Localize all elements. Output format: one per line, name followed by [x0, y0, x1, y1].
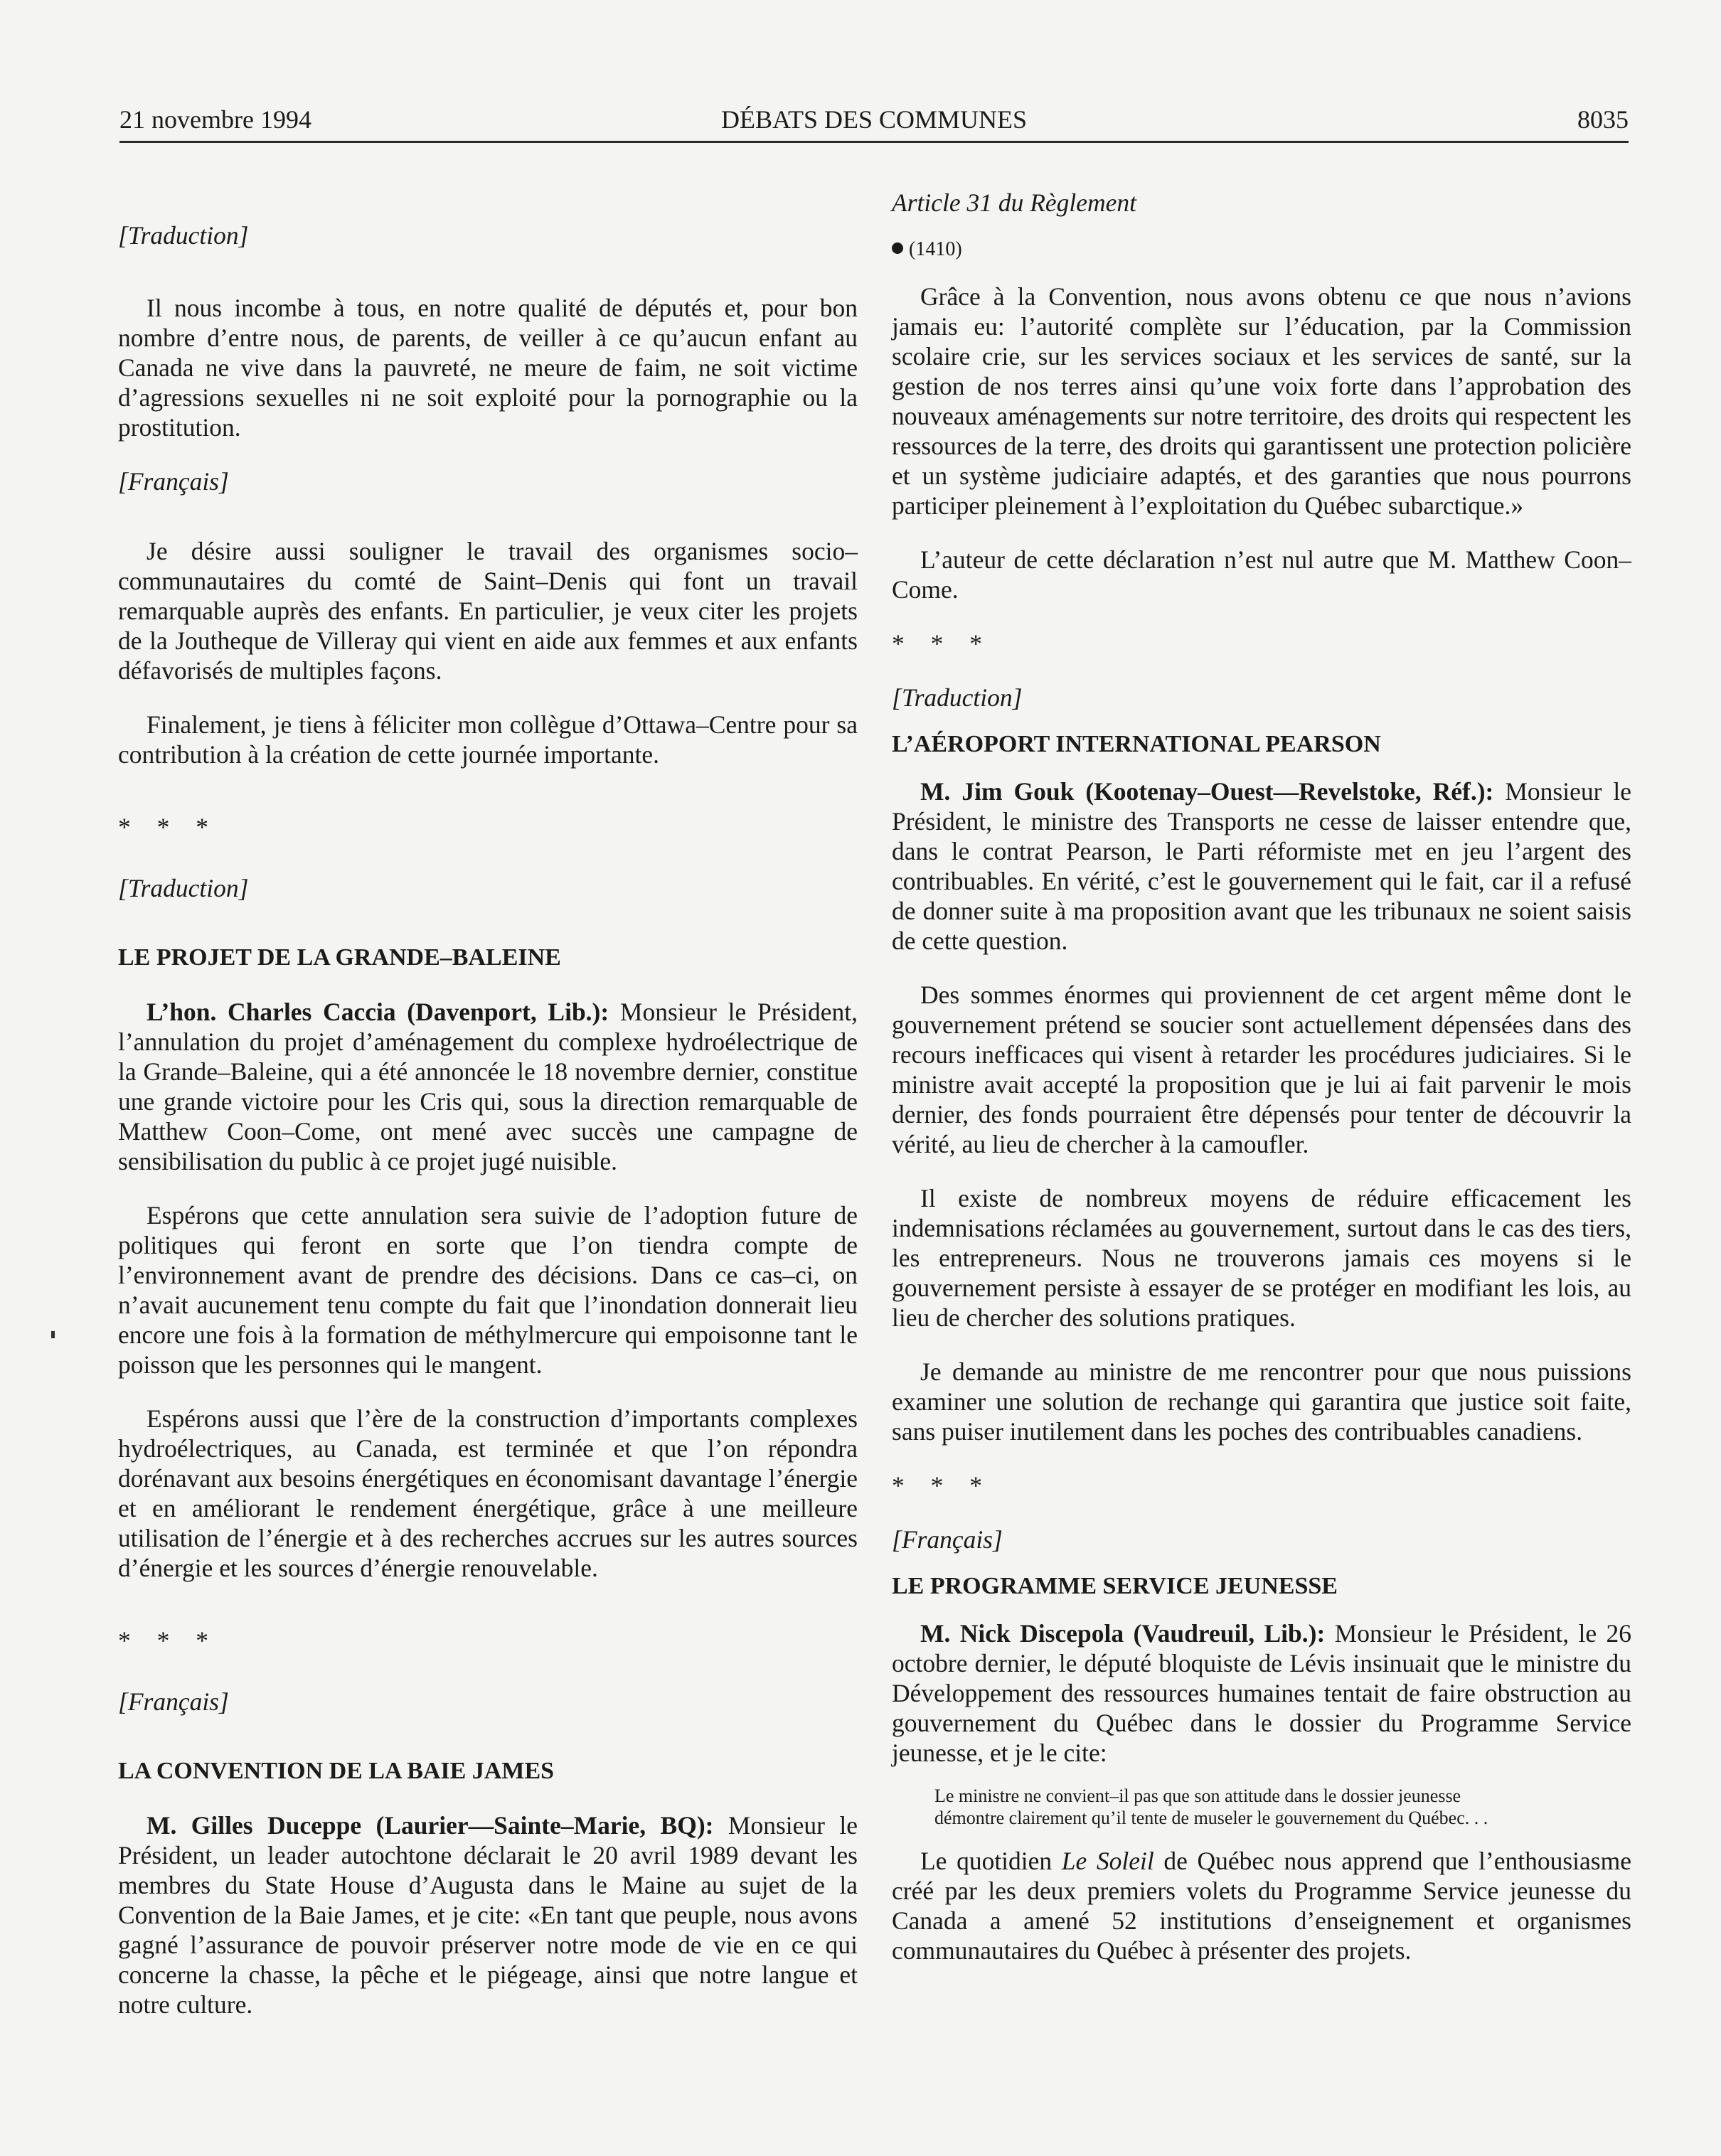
paragraph-text: de Québec nous apprend que l’enthousiasme créé par les deux premiers volets du Programme Service jeunesse du Canada a amené 52 institutions d’enseignement et organismes communautaires du Québec à présenter des projets. — [892, 1847, 1631, 1965]
speech-paragraph — [118, 997, 858, 1176]
paragraph: L’auteur de cette déclaration n’est nul autre que M. Matthew Coon–Come. — [892, 545, 1631, 604]
section-heading: LA CONVENTION DE LA BAIE JAMES — [118, 1758, 555, 1784]
speaker-name: M. Gilles Duceppe (Laurier—Sainte–Marie, BQ): — [146, 1811, 714, 1840]
paragraph: Je désire aussi souligner le travail des organismes socio–communautaires du comté de Saint–Denis qui font un travail remarquable auprès des enfants. En particulier, je veux citer les projets de la Joutheque de Villeray qui vient en aide aux femmes et aux enfants défavorisés de multiples façons. — [118, 537, 858, 685]
header-title: DÉBATS DES COMMUNES — [720, 105, 1028, 134]
quote-line: démontre clairement qu’il tente de museler le gouvernement du Québec. . . — [934, 1808, 1488, 1828]
time-stamp — [892, 235, 1631, 265]
speaker-name: L’hon. Charles Caccia (Davenport, Lib.): — [146, 998, 609, 1026]
language-marker: [Traduction] — [118, 221, 249, 250]
language-marker: [Français] — [118, 467, 229, 496]
article-heading: Article 31 du Règlement — [892, 188, 1137, 217]
paragraph: Des sommes énormes qui proviennent de cet argent même dont le gouvernement prétend se soucier sont actuellement dépensées dans des recours inefficaces qui visent à retarder les procédures judiciaires. Si le ministre avait accepté la proposition que je lui ai fait parvenir le mois dernier, des fonds pourraient être dépensés pour tenter de découvrir la vérité, au lieu de chercher à la camoufler. — [892, 981, 1631, 1158]
page-header — [119, 100, 1629, 139]
right-column — [892, 171, 1631, 1965]
margin-mark — [51, 1331, 55, 1338]
quote-line: Le ministre ne convient–il pas que son attitude dans le dossier jeunesse — [934, 1786, 1461, 1806]
section-separator: * * * — [892, 629, 992, 658]
newspaper-title: Le Soleil — [1061, 1847, 1154, 1875]
speech-paragraph — [892, 1618, 1631, 1768]
language-marker: [Traduction] — [118, 874, 249, 902]
paragraph: Finalement, je tiens à féliciter mon collègue d’Ottawa–Centre pour sa contribution à la création de cette journée importante. — [118, 710, 858, 769]
language-marker: [Français] — [118, 1687, 229, 1716]
paragraph: Espérons que cette annulation sera suivie de l’adoption future de politiques qui feront en sorte que l’on tiendra compte de l’environnement avant de prendre des décisions. Dans ce cas–ci, on n’avait aucunement tenu compte du fait que l’inondation donnerait lieu encore une fois à la formation de méthylmercure qui empoisonne tant le poisson que les personnes qui le mangent. — [118, 1201, 858, 1379]
speech-text: Monsieur le Président, le ministre des Transports ne cesse de laisser entendre que, dans le contrat Pearson, le Parti réformiste met en jeu l’argent des contribuables. En vérité, c’est le gouvernement qui le fait, car il a refusé de donner suite à ma proposition avant que les tribunaux ne soient saisis de cette question. — [892, 777, 1631, 955]
speech-paragraph — [892, 777, 1631, 956]
header-date: 21 novembre 1994 — [119, 105, 311, 134]
time-text: (1410) — [909, 238, 962, 260]
paragraph: Je demande au ministre de me rencontrer pour que nous puissions examiner une solution de rechange qui garantira que justice soit faite, sans puiser inutilement dans les poches des contribuables canadiens. — [892, 1357, 1631, 1446]
speaker-name: M. Nick Discepola (Vaudreuil, Lib.): — [920, 1619, 1326, 1648]
section-heading: L’AÉROPORT INTERNATIONAL PEARSON — [892, 731, 1381, 757]
section-heading: LE PROGRAMME SERVICE JEUNESSE — [892, 1573, 1338, 1599]
header-rule — [119, 141, 1629, 143]
block-quote — [892, 1785, 1631, 1829]
paragraph — [892, 1846, 1631, 1965]
section-separator: * * * — [892, 1471, 992, 1500]
bullet-icon — [892, 242, 903, 254]
speaker-name: M. Jim Gouk (Kootenay–Ouest—Revelstoke, Réf.): — [920, 777, 1494, 806]
section-separator: * * * — [118, 813, 218, 841]
section-heading: LE PROJET DE LA GRANDE–BALEINE — [118, 944, 561, 971]
paragraph: Grâce à la Convention, nous avons obtenu ce que nous n’avions jamais eu: l’autorité complète sur l’éducation, par la Commission scolaire crie, sur les services sociaux et les services de santé, sur la gestion de nos terres ainsi qu’une voix forte dans l’approbation des nouveaux aménagements sur notre territoire, des droits qui respectent les ressources de la terre, des droits qui garantissent une protection policière et un système judiciaire adaptés, et des garanties que nous pourrons participer pleinement à l’exploitation du Québec subarctique.» — [892, 282, 1631, 520]
language-marker: [Traduction] — [892, 683, 1023, 712]
speech-text: Monsieur le Président, le 26 octobre dernier, le député bloquiste de Lévis insinuait que le ministre du Développement des ressources humaines tentait de faire obstruction au gouvernement du Québec dans le dossier du Programme Service jeunesse, et je le cite: — [892, 1619, 1631, 1767]
left-column — [118, 171, 858, 2019]
section-separator: * * * — [118, 1626, 218, 1655]
speech-paragraph — [118, 1810, 858, 2019]
paragraph: Espérons aussi que l’ère de la construction d’importants complexes hydroélectriques, au Canada, est terminée et que l’on répondra dorénavant aux besoins énergétiques en économisant davantage l’énergie et en améliorant le rendement énergétique, grâce à une meilleure utilisation de l’énergie et à des recherches accrues sur les autres sources d’énergie et les sources d’énergie renouvelable. — [118, 1404, 858, 1582]
speech-text: Monsieur le Président, un leader autochtone déclarait le 20 avril 1989 devant les membres du State House d’Augusta dans le Maine au sujet de la Convention de la Baie James, et je cite: «En tant que peuple, nous avons gagné l’assurance de pouvoir préserver notre mode de vie en ce qui concerne la chasse, la pêche et le piégeage, ainsi que notre langue et notre culture. — [118, 1811, 858, 2019]
language-marker: [Français] — [892, 1525, 1003, 1554]
page-number: 8035 — [1577, 105, 1629, 134]
speech-text: Monsieur le Président, l’annulation du projet d’aménagement du complexe hydroélectrique de la Grande–Baleine, qui a été annoncée le 18 novembre dernier, constitue une grande victoire pour les Cris qui, sous la direction remarquable de Matthew Coon–Come, ont mené avec succès une campagne de sensibilisation du public à ce projet jugé nuisible. — [118, 998, 858, 1175]
paragraph: Il existe de nombreux moyens de réduire efficacement les indemnisations réclamées au gouvernement, surtout dans le cas des tiers, les entrepreneurs. Nous ne trouverons jamais ces moyens si le gouvernement persiste à essayer de se protéger en modifiant les lois, au lieu de chercher des solutions pratiques. — [892, 1184, 1631, 1332]
paragraph-text: Le quotidien — [920, 1847, 1062, 1875]
paragraph: Il nous incombe à tous, en notre qualité de députés et, pour bon nombre d’entre nous, de parents, de veiller à ce qu’aucun enfant au Canada ne vive dans la pauvreté, ne meure de faim, ne soit victime d’agressions sexuelles ni ne soit exploité pour la pornographie ou la prostitution. — [118, 294, 858, 442]
